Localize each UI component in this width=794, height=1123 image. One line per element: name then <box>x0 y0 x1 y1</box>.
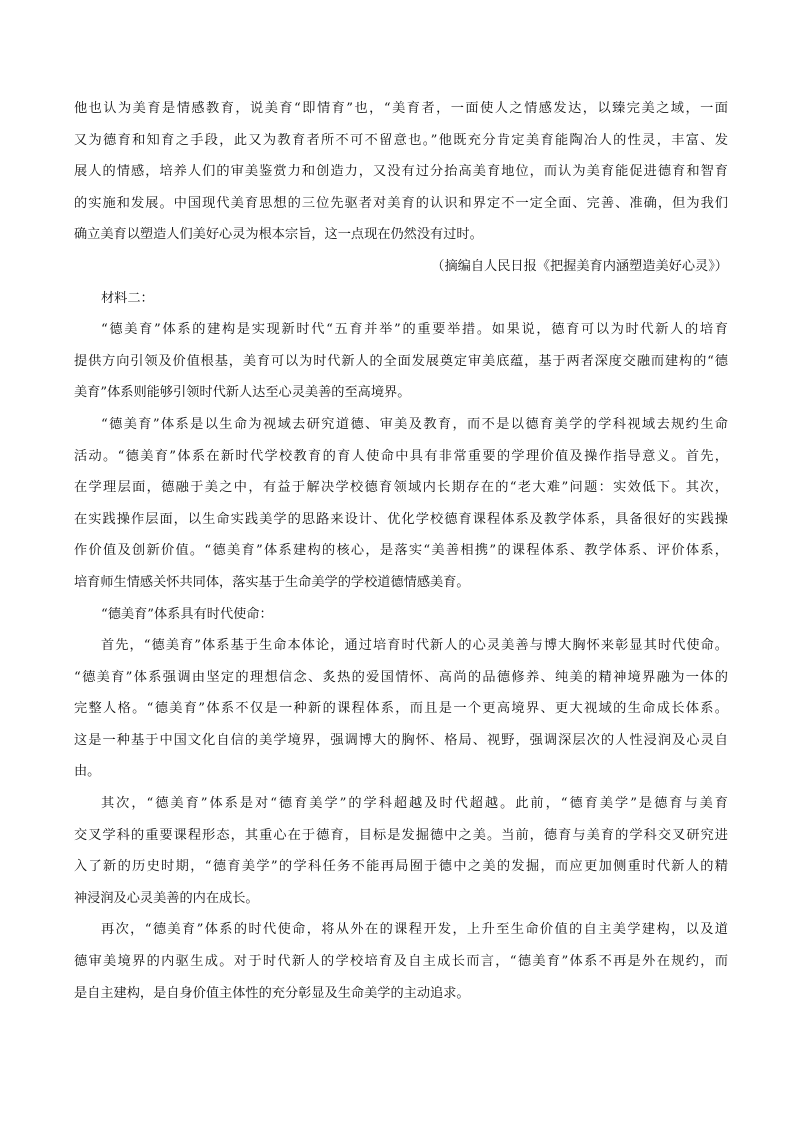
paragraph-1 <box>74 93 728 251</box>
paragraph-3 <box>74 409 728 599</box>
text-line: 又为德育和知育之手段，此又为教育者所不可不留意也。”他既充分肯定美育能陶冶人的性灵，丰富、发 <box>74 132 728 148</box>
document-page <box>74 93 728 1009</box>
text-line: 的实施和发展。中国现代美育思想的三位先驱者对美育的认识和界定不一定全面、完善、准确，但为我们 <box>74 195 728 211</box>
text-line: 入了新的历史时期，“德育美学”的学科任务不能再局囿于德中之美的发掘，而应更加侧重时代新人的精 <box>74 859 728 875</box>
paragraph-4 <box>74 599 728 631</box>
text-line: “德美育”体系是以生命为视域去研究道德、审美及教育，而不是以德育美学的学科视域去规约生命 <box>101 416 728 432</box>
text-line: 作价值及创新价值。“德美育”体系建构的核心，是落实“美善相携”的课程体系、教学体系、评价体系， <box>74 543 728 559</box>
text-line: 其次，“德美育”体系是对“德育美学”的学科超越及时代超越。此前，“德育美学”是德育与美育 <box>101 796 728 812</box>
text-line: “德美育”体系具有时代使命： <box>101 606 273 622</box>
text-line: 确立美育以塑造人们美好心灵为根本宗旨，这一点现在仍然没有过时。 <box>74 227 483 243</box>
text-line: 他也认为美育是情感教育，说美育“即情育”也，“美育者，一面使人之情感发达，以臻完美之域，一面 <box>74 101 728 116</box>
text-line: “德美育”体系的建构是实现新时代“五育并举”的重要举措。如果说，德育可以为时代新人的培育 <box>101 322 728 338</box>
text-line: “德美育”体系强调由坚定的理想信念、炙热的爱国情怀、高尚的品德修养、纯美的精神境界融为一体的 <box>74 669 728 685</box>
text-line: 这是一种基于中国文化自信的美学境界，强调博大的胸怀、格局、视野，强调深层次的人性浸润及心灵自 <box>74 732 728 748</box>
text-line: 德审美境界的内驱生成。对于时代新人的学校培育及自主成长而言，“德美育”体系不再是外在规约，而 <box>74 954 728 970</box>
text-line: 培育师生情感关怀共同体，落实基于生命美学的学校道德情感美育。 <box>74 574 470 590</box>
paragraph-2 <box>74 314 728 409</box>
paragraph-6 <box>74 788 728 914</box>
text-line: 再次，“德美育”体系的时代使命，将从外在的课程开发，上升至生命价值的自主美学建构，以及道 <box>101 922 728 938</box>
text-line: 在学理层面，德融于美之中，有益于解决学校德育领域内长期存在的“老大难”问题：实效低下。其次， <box>74 480 728 496</box>
text-line: 美育”体系则能够引领时代新人达至心灵美善的至高境界。 <box>74 385 411 401</box>
text-line: 展人的情感，培养人们的审美鉴赏力和创造力，又没有过分抬高美育地位，而认为美育能促进德育和智育 <box>74 164 728 180</box>
text-line: 完整人格。“德美育”体系不仅是一种新的课程体系，而且是一个更高境界、更大视域的生命成长体系。 <box>74 701 728 717</box>
text-line: 由。 <box>74 764 101 780</box>
text-line: 交叉学科的重要课程形态，其重心在于德育，目标是发掘德中之美。当前，德育与美育的学科交叉研究进 <box>74 827 728 843</box>
material-heading: 材料二： <box>101 290 154 306</box>
text-line: 在实践操作层面，以生命实践美学的思路来设计、优化学校德育课程体系及教学体系，具备很好的实践操 <box>74 511 728 527</box>
text-line: 提供方向引领及价值根基，美育可以为时代新人的全面发展奠定审美底蕴，基于两者深度交融而建构的“德 <box>74 353 728 369</box>
paragraph-7 <box>74 914 728 1009</box>
paragraph-5 <box>74 630 728 788</box>
source-attribution: （摘编自人民日报《把握美育内涵塑造美好心灵》） <box>431 258 728 274</box>
text-line: 首先，“德美育”体系基于生命本体论，通过培育时代新人的心灵美善与博大胸怀来彰显其时代使命。 <box>101 638 728 654</box>
text-line: 是自主建构，是自身价值主体性的充分彰显及生命美学的主动追求。 <box>74 985 470 1001</box>
text-line: 神浸润及心灵美善的内在成长。 <box>74 890 259 906</box>
text-line: 活动。“德美育”体系在新时代学校教育的育人使命中具有非常重要的学理价值及操作指导意义。首先， <box>74 448 728 464</box>
